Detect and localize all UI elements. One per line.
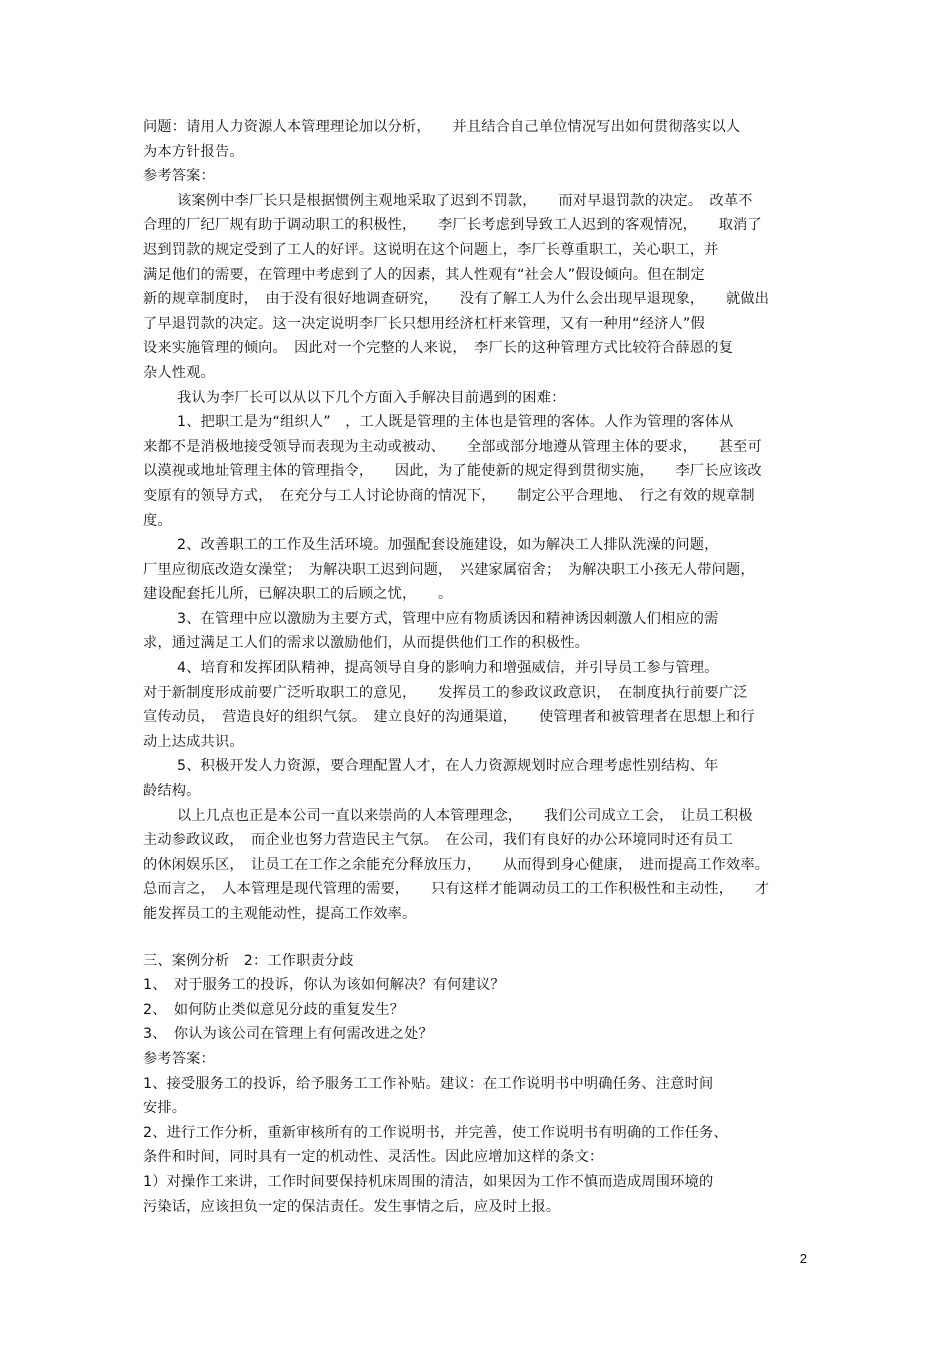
conclusion-paragraph [143,804,808,927]
text-line: 建设配套托儿所，已解决职工的后顾之忧， 。 [143,586,453,603]
text-line: 能发挥员工的主观能动性，提高工作效率。 [143,906,417,922]
intro-paragraph: 我认为李厂长可以从以下几个方面入手解决目前遇到的困难： [177,389,566,406]
answer-line: 安排。 [143,1100,187,1117]
section-spacer [143,927,808,949]
text-line: 迟到罚款的规定受到了工人的好评。这说明在这个问题上，李厂长尊重职工，关心职工，并 [143,241,719,258]
list-item-3 [143,607,808,656]
text-line: 对于新制度形成前要广泛听取职工的意见， 发挥员工的参政议政意识， 在制度执行前要广泛 [143,684,748,701]
list-item-5 [143,754,808,803]
text-line: 总而言之， 人本管理是现代管理的需要， 只有这样才能调动员工的工作积极性和主动性， 才 [143,881,770,898]
text-line: 宣传动员， 营造良好的组织气氛。 建立良好的沟通渠道， 使管理者和被管理者在思想上和行 [143,709,755,726]
answer-line: 2、进行工作分析，重新审核所有的工作说明书，并完善，使工作说明书有明确的工作任务、 [143,1124,728,1141]
question-line: 问题：请用人力资源人本管理理论加以分析， 并且结合自己单位情况写出如何贯彻落实以人 [143,119,741,135]
text-line: 求，通过满足工人们的需求以激励他们，从而提供他们工作的积极性。 [143,635,590,652]
question-item: 1、 对于服务工的投诉，你认为该如何解决？有何建议？ [143,977,505,994]
text-line: 4、培育和发挥团队精神，提高领导自身的影响力和增强威信，并引导员工参与管理。 [177,660,719,677]
text-line: 变原有的领导方式， 在充分与工人讨论协商的情况下， 制定公平合理地、 行之有效的规章制 [143,487,755,504]
answer-label: 参考答案： [143,1050,215,1067]
text-line: 了早退罚款的决定。这一决定说明李厂长只想用经济杠杆来管理，又有一种用“经济人”假 [143,315,705,332]
list-item-4 [143,656,808,754]
answer-line: 污染话，应该担负一定的保洁责任。发生事情之后，应及时上报。 [143,1198,561,1215]
text-line: 以上几点也正是本公司一直以来崇尚的人本管理理念， 我们公司成立工会， 让员工积极 [177,807,753,824]
text-line: 该案例中李厂长只是根据惯例主观地采取了迟到不罚款， 而对早退罚款的决定。 改革不 [177,192,753,209]
page-number: 2 [799,1251,807,1266]
text-line: 主动参政议政， 而企业也努力营造民主气氛。 在公司，我们有良好的办公环境同时还有员工 [143,832,734,849]
text-line: 2、改善职工的工作及生活环境。加强配套设施建设，如为解决工人排队洗澡的问题， [177,537,719,554]
text-line: 来都不是消极地接受领导而表现为主动或被动、 全部或部分地遵从管理主体的要求， 甚至可 [143,438,762,455]
answer-label: 参考答案： [143,168,215,185]
text-line: 龄结构。 [143,783,201,800]
answer-line: 1、接受服务工的投诉，给予服务工工作补贴。建议：在工作说明书中明确任务、注意时间 [143,1075,714,1092]
text-line: 杂人性观。 [143,364,215,381]
text-line: 5、积极开发人力资源，要合理配置人才，在人力资源规划时应合理考虑性别结构、年 [177,758,719,775]
list-item-1 [143,410,808,533]
text-line: 满足他们的需要，在管理中考虑到了人的因素，其人性观有“社会人”假设倾向。但在制定 [143,266,705,283]
text-line: 设来实施管理的倾向。 因此对一个完整的人来说， 李厂长的这种管理方式比较符合薛恩的复 [143,340,734,357]
section-heading: 三、案例分析 2：工作职责分歧 [143,952,354,969]
text-line: 的休闲娱乐区， 让员工在工作之余能充分释放压力， 从而得到身心健康， 进而提高工作效率。 [143,856,770,873]
analysis-paragraph [143,189,808,386]
list-item-2 [143,533,808,607]
answer-line: 1）对操作工来讲，工作时间要保持机床周围的清洁，如果因为工作不慎而造成周围环境的 [143,1173,714,1190]
text-line: 1、把职工是为“组织人” ，工人既是管理的主体也是管理的客体。人作为管理的客体从 [177,414,734,431]
text-line: 新的规章制度时， 由于没有很好地调查研究， 没有了解工人为什么会出现早退现象， 就做出 [143,291,770,308]
text-line: 厂里应彻底改造女澡堂； 为解决职工迟到问题， 兴建家属宿舍； 为解决职工小孩无人带问题， [143,561,755,578]
question-item: 3、 你认为该公司在管理上有何需改进之处？ [143,1026,433,1043]
text-line: 3、在管理中应以激励为主要方式，管理中应有物质诱因和精神诱因刺激人们相应的需 [177,610,719,627]
text-line: 动上达成共识。 [143,733,244,750]
text-line: 度。 [143,512,172,529]
text-line: 合理的厂纪厂规有助于调动职工的积极性， 李厂长考虑到导致工人迟到的客观情况， 取消了 [143,217,762,234]
document-body [143,115,808,1219]
question-line: 为本方针报告。 [143,143,244,160]
text-line: 以漠视或地址管理主体的管理指令， 因此，为了能使新的规定得到贯彻实施， 李厂长应该改 [143,463,762,480]
answer-line: 条件和时间，同时具有一定的机动性、灵活性。因此应增加这样的条文： [143,1149,604,1166]
question-item: 2、 如何防止类似意见分歧的重复发生？ [143,1001,405,1018]
